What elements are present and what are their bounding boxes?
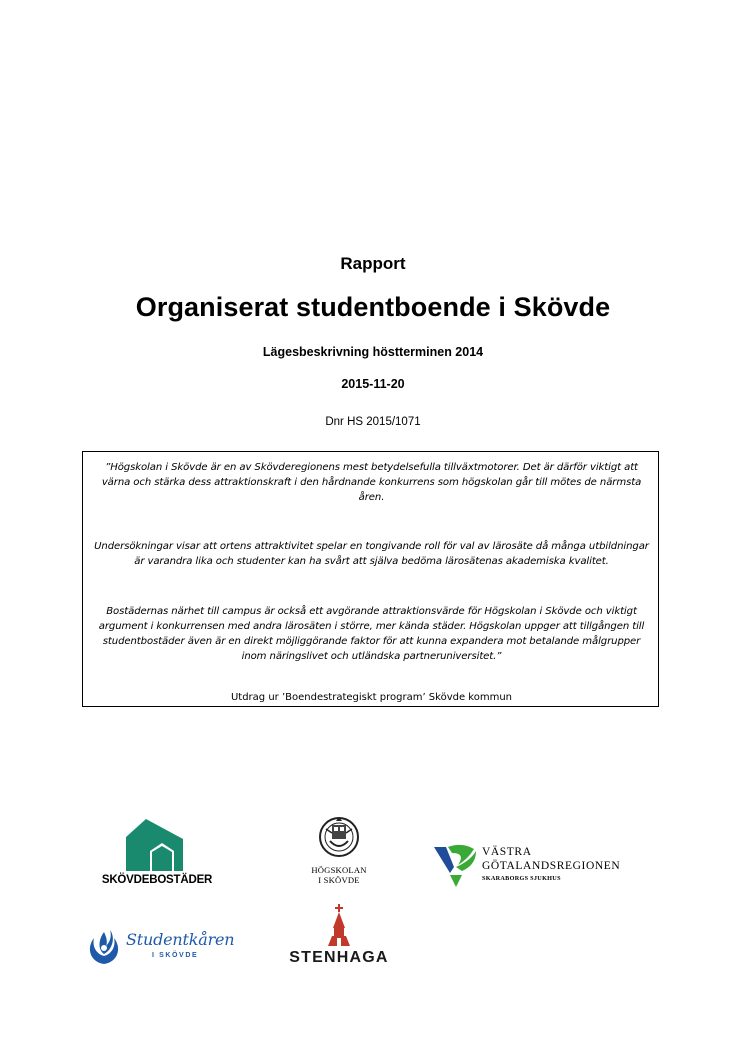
studentkaren-line1: Studentkåren <box>126 930 235 949</box>
report-description: Lägesbeskrivning höstterminen 2014 <box>262 345 484 359</box>
hogskolan-line2: I SKÖVDE <box>318 875 360 885</box>
quote-paragraph-1: ”Högskolan i Skövde är en av Skövderegionens mest betydelsefulla tillväxtmotorer. Det är därför viktigt att värna och stärka dess attraktionskraft i den hårdnande konkurrens som högskolan går till mötes de närmsta åren. <box>101 462 642 503</box>
quote-box <box>82 451 659 707</box>
vgr-logo <box>432 843 652 889</box>
report-date: 2015-11-20 <box>341 377 405 391</box>
crest-icon <box>296 815 382 863</box>
skovdebostader-logo <box>88 817 228 889</box>
registration-number: Dnr HS 2015/1071 <box>325 416 421 428</box>
quote-source: Utdrag ur ’Boendestrategiskt program’ Skövde kommun <box>230 692 513 703</box>
hogskolan-line1: HÖGSKOLAN <box>311 865 367 875</box>
house-icon <box>88 817 228 873</box>
hogskolan-logo <box>296 815 382 893</box>
skovdebostader-text: SKÖVDEBOSTÄDER <box>101 874 213 886</box>
stenhaga-logo <box>284 904 394 970</box>
page-title: Organiserat studentboende i Skövde <box>135 292 611 322</box>
vgr-line2: GÖTALANDSREGIONEN <box>482 860 621 872</box>
studentkaren-logo <box>86 924 256 970</box>
quote-paragraph-3: Bostädernas närhet till campus är också ett avgörande attraktionsvärde för Högskolan i Skövde och viktigt argument i konkurrensen med andra lärosäten i större, mer kända städer. Högskolan uppger att tillgången till studentbostäder även är en direkt möjliggörande faktor för att kunna expandera mot betalande målgrupper inom näringslivet och utländska partneruniversitet.” <box>98 606 645 662</box>
swan-icon <box>86 924 122 968</box>
vgr-mark-icon <box>432 843 480 889</box>
quote-paragraph-2: Undersökningar visar att ortens attraktivitet spelar en tongivande roll för val av lärosäte då många utbildningar är varandra lika och studenter kan ha svårt att själva bedöma lärosätenas akademiska kvalitet. <box>94 541 649 567</box>
report-label: Rapport <box>340 254 406 273</box>
vgr-line3: SKARABORGS SJUKHUS <box>482 875 561 882</box>
studentkaren-line2: I SKÖVDE <box>152 952 199 959</box>
church-icon <box>284 904 394 948</box>
vgr-line1: VÄSTRA <box>482 846 532 858</box>
stenhaga-text: STENHAGA <box>289 949 389 966</box>
